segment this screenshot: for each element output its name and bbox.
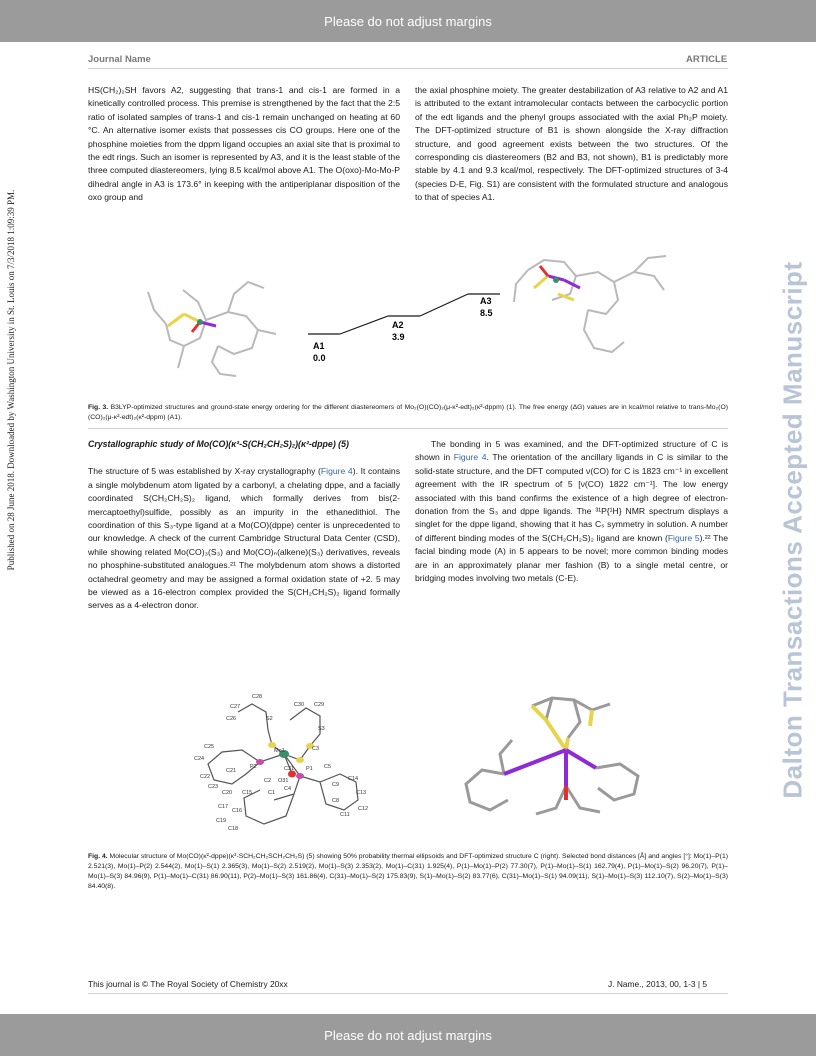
figure-4-caption-label: Fig. 4. [88, 853, 108, 860]
energy-diagram [88, 250, 728, 390]
bottom-margin-banner: Please do not adjust margins [0, 1014, 816, 1056]
atom-label-c11: C11 [340, 812, 350, 818]
atom-label-c5: C5 [324, 764, 332, 770]
running-head-article: ARTICLE [686, 54, 728, 65]
right-column-top [415, 84, 728, 205]
figure-4-caption [88, 852, 728, 892]
level-a3-name: A3 [480, 296, 492, 306]
atom-label-c12: C12 [358, 806, 369, 812]
publication-stamp-text: Published on 28 June 2018. Downloaded by Washington University in St. Louis on 7/3/2018 1:09:39 PM. [6, 189, 16, 571]
atom-label-c26: C26 [226, 716, 237, 722]
atom-label-p2: P2 [250, 764, 257, 770]
structure-a3-model [514, 256, 666, 352]
paragraph-structure-5 [88, 465, 400, 612]
right-column-section [415, 438, 728, 585]
left-column-top [88, 84, 400, 205]
atom-label-c16: C16 [232, 808, 243, 814]
footer-copyright: This journal is © The Royal Society of Chemistry 20xx [88, 979, 288, 989]
bonding-text-b: . The orientation of the ancillary ligands in C is similar to the solid-state structure, and the DFT computed ν(CO) for C is 1823 cm⁻¹ in excellent agreement with the IR spectrum of 5 [ν(CO) 1822 cm⁻¹]. The low energy associated with this band confirms the existence of a high degree of electron-donation from the S₃ and dppe ligands. The ³¹P{¹H} NMR spectrum displays a singlet for the dppe ligand, showing that it has Cₛ symmetry in solution. A number of different binding modes of the S(CH₂CH₂S)₂ ligand are known ( [415, 452, 729, 543]
left-column-section [88, 438, 400, 613]
top-margin-banner: Please do not adjust margins [0, 0, 816, 42]
atom-label-c3: C3 [312, 746, 320, 752]
figure-4-caption-text: Molecular structure of Mo(CO)(κ²-dppe)(κ³-SCH₂CH₂SCH₂CH₂S) (5) showing 50% probability thermal ellipsoids and DFT-optimized structure C (right). Selected bond distances [Å] and angles [°]: Mo(1)–P(1) 2.521(3), Mo(1)–P(2) 2.544(2), Mo(1)–S(1) 2.365(3), Mo(1)–S(2) 2.519(2), Mo(1)–S(3) 2.353(2), Mo(1)–C(31) 1.925(4), P(1)–Mo(1)–P(2) 77.30(7), P(1)–Mo(1)–S(1) 162.79(4), P(1)–Mo(1)–S(2) 96.20(7), P(1)–Mo(1)–S(3) 84.96(9), P(1)–Mo(1)–C(31) 86.90(11), P(2)–Mo(1)–S(3) 161.86(4), C(31)–Mo(1)–S(2) 175.83(9), S(1)–Mo(1)–S(2) 83.77(6), C(31)–Mo(1)–S(1) 94.09(11), S(1)–Mo(1)–S(3) 112.10(7), S(2)–Mo(1)–S(3) 84.40(8). [88, 853, 728, 890]
atom-label-c19: C19 [216, 818, 227, 824]
atom-label-p1: P1 [306, 766, 313, 772]
energy-levels [308, 294, 500, 334]
paragraph-destabilization: the axial phosphine moiety. The greater destabilization of A3 relative to A2 and A1 is attributed to the extant intramolecular contacts between the carbocyclic portion of the edt ligands and the phenyl groups associated with the axial Ph₂P moiety. The DFT-optimized structure of B1 is shown alongside the X-ray diffraction structure, and good agreement exists between the two structures. Of the corresponding cis diastereomers (B2 and B3, not shown), B1 is predictably more stable by 4.1 and 9.3 kcal/mol, respectively. The DFT-optimized structures of 3-4 (species D-E, Fig. S1) are consistent with the formulated structure and analogous to that of species A1. [415, 85, 728, 203]
level-a2-name: A2 [392, 320, 404, 330]
atom-label-c22: C22 [200, 774, 211, 780]
atom-label-c24: C24 [194, 756, 205, 762]
atom-label-mo1: Mo1 [274, 748, 285, 754]
figure-3-caption-label: Fig. 3. [88, 404, 109, 411]
footer-rule [88, 993, 728, 994]
structure-5-text-b: ). It contains a single molybdenum atom ligated by a carbonyl, a chelating dppe, and a facially coordinated S(CH₂CH₂S)₂ ligand, which formally derives from bis(2-mercaptoethyl)sulfide, possibly as an impurity in the ethanedithiol. The coordination of this S₃-type ligand at a Mo(CO)(dppe) center is unprecedented to our knowledge. A check of the current Cambridge Structural Data Center (CSD), while showing related Mo(CO)₃(S₃) and Mo(CO)ₙ(alkene)(S₃) derivatives, reveals no phosphine-substituted analogues.²¹ The molybdenum atom shows a distorted octahedral geometry and may be assigned a formal oxidation state of +2. 5 may be viewed as a 16-electron complex provided the S(CH₂CH₂S)₂ ligand formally serves as a 4-electron donor. [88, 466, 401, 611]
paragraph-bonding [415, 438, 728, 585]
atom-label-c14: C14 [348, 776, 359, 782]
atom-label-c31: C31 [284, 766, 295, 772]
footer-citation: J. Name., 2013, 00, 1-3 | 5 [608, 979, 708, 989]
atom-label-c8: C8 [332, 798, 340, 804]
structure-a1-heteroatoms [168, 314, 216, 332]
atom-label-s2: S2 [266, 716, 273, 722]
accepted-manuscript-watermark [778, 180, 808, 880]
atom-label-c2: C2 [264, 778, 272, 784]
atom-label-c23: C23 [208, 784, 219, 790]
atom-label-c20: C20 [222, 790, 233, 796]
atom-label-c1: C1 [268, 790, 276, 796]
atom-label-c25: C25 [204, 744, 215, 750]
atom-label-c21: C21 [226, 768, 237, 774]
figure-4-link[interactable]: Figure 4 [320, 466, 353, 477]
atom-label-c18: C18 [228, 826, 239, 832]
atom-label-c15: C15 [242, 790, 253, 796]
atom-label-c28: C28 [252, 694, 263, 700]
bonding-text-c: ).²² The facial binding mode (A) in 5 appears to be novel; more common binding modes are in an approximately planar mer fashion (B) to a single metal centre, or bridging modes involving two metals (C-E). [415, 532, 728, 584]
header-rule [88, 68, 728, 69]
atom-label-s3: S3 [318, 726, 325, 732]
figure-4-link-2[interactable]: Figure 4 [453, 452, 487, 463]
bonding-text-a: The bonding in 5 was examined, and the DFT-optimized structure of C is shown in [415, 439, 728, 463]
structure-a1-model [148, 282, 276, 376]
atom-label-c9: C9 [332, 782, 340, 788]
section-heading: Crystallographic study of Mo(CO)(κ³-S(CH₂CH₂S)₂)(κ²-dppe) (5) [88, 439, 349, 449]
figure-5-link[interactable]: Figure 5 [667, 532, 700, 543]
atom-label-c29: C29 [314, 702, 325, 708]
dft-structure-c-heteroatoms [504, 706, 596, 800]
figure-3-caption-text: B3LYP-optimized structures and ground-state energy ordering for the different diastereomers of Mo₂(O)(CO)₂(μ-κ²-edt)₂(κ²-dppm) (1). The free energy (ΔG) values are in kcal/mol relative to trans-Mo₂(O)(CO)₂(μ-κ²-edt)₂(κ²-dppm) (A1). [88, 404, 728, 421]
watermark-text: Dalton Transactions Accepted Manuscript [777, 261, 808, 799]
figure-3-caption [88, 403, 728, 423]
running-head-journal: Journal Name [88, 54, 151, 65]
atom-label-o31: O31 [278, 778, 289, 784]
ortep-structure [208, 704, 358, 824]
caption-rule [88, 428, 728, 429]
publication-stamp [4, 80, 18, 680]
atom-label-c27: C27 [230, 704, 241, 710]
atom-label-c13: C13 [356, 790, 367, 796]
level-a2-energy: 3.9 [392, 332, 405, 342]
figure-4 [160, 690, 720, 840]
level-a3-energy: 8.5 [480, 308, 493, 318]
figure-4-structures [160, 690, 720, 840]
ortep-atom-labels [194, 694, 368, 832]
figure-3 [88, 250, 728, 390]
level-a1-energy: 0.0 [313, 353, 326, 363]
structure-5-text-a: The structure of 5 was established by X-ray crystallography ( [88, 466, 321, 477]
atom-label-c30: C30 [294, 702, 305, 708]
atom-label-c4: C4 [284, 786, 292, 792]
atom-label-c17: C17 [218, 804, 229, 810]
level-a1-name: A1 [313, 341, 325, 351]
paragraph-isomers: HS(CH₂)₂SH favors A2, suggesting that trans-1 and cis-1 are formed in a kinetically controlled process. This premise is strengthened by the fact that the 2:5 ratio of isolated samples of trans-1 and cis-1 remain unchanged on heating at 60 °C. An alternative isomer exists that possesses cis CO groups. Here one of the phosphine moieties from the dppm ligand occupies an axial site that is proximal to the edt rings. Such an isomer is represented by A3, and it is the least stable of the three computed diastereomers, lying 8.5 kcal/mol above A1. The O(oxo)-Mo-Mo-P dihedral angle in A3 is 173.6° in keeping with the antiperiplanar disposition of the oxo group and [88, 85, 400, 203]
